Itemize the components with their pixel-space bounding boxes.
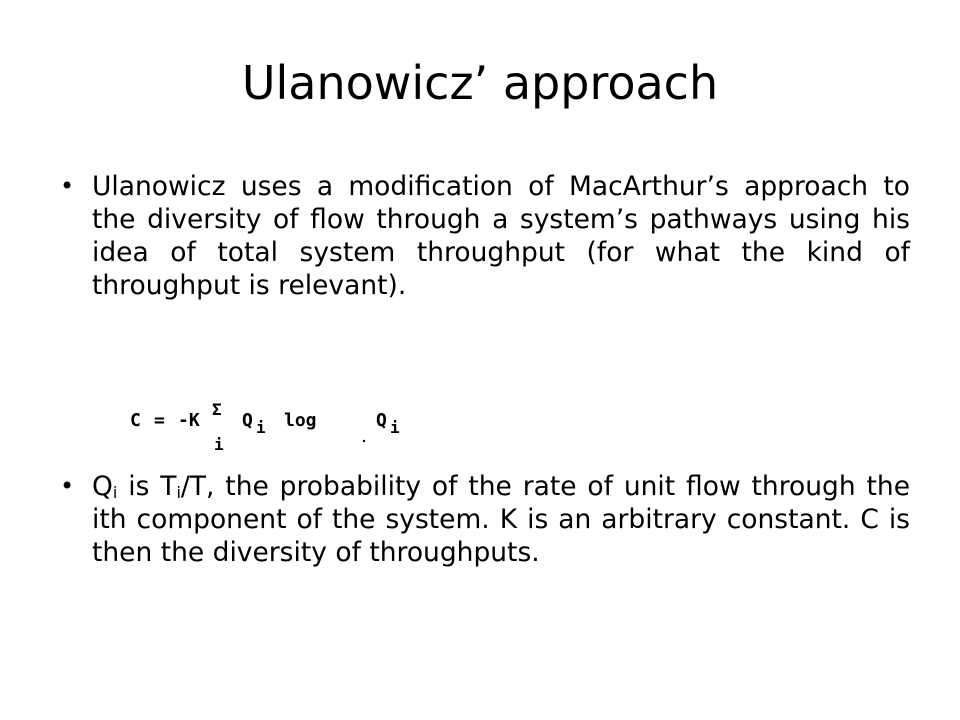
formula-q1-sub: i xyxy=(256,418,266,437)
bullet-marker: • xyxy=(60,472,75,500)
t-subscript: i xyxy=(176,483,181,502)
formula-image xyxy=(130,395,420,455)
q-symbol: Q xyxy=(92,471,113,502)
t-symbol: is T xyxy=(128,471,177,502)
slide-title: Ulanowicz’ approach xyxy=(241,56,719,110)
formula-equals: = xyxy=(154,410,165,431)
bullet-item xyxy=(60,170,910,302)
formula-q2: Q xyxy=(376,410,387,431)
bullet-rest-text: /T, the probability of the rate of unit flow through the ith component of the system. K is an arbitrary constant. C is then the diversity of throughputs. xyxy=(92,471,911,568)
formula-dot xyxy=(363,440,365,442)
formula-q2-sub: i xyxy=(390,418,400,437)
formula-index: i xyxy=(214,435,224,454)
bullet-marker: • xyxy=(60,172,75,200)
formula-minus-k: -K xyxy=(178,410,200,431)
formula-c: C xyxy=(130,410,141,431)
formula-log: log xyxy=(284,410,317,431)
bullet-text: Ulanowicz uses a modification of MacArthur’s approach to the diversity of flow through a system’s pathways using his idea of total system throughput (for what the kind of throughput is relevant). xyxy=(92,171,910,301)
q-subscript: i xyxy=(112,483,118,502)
bullet-text xyxy=(92,470,910,569)
formula-q1: Q xyxy=(242,410,253,431)
formula-sigma: Σ xyxy=(212,400,222,419)
formula-graphic xyxy=(130,395,420,455)
bullet-item xyxy=(60,470,910,569)
